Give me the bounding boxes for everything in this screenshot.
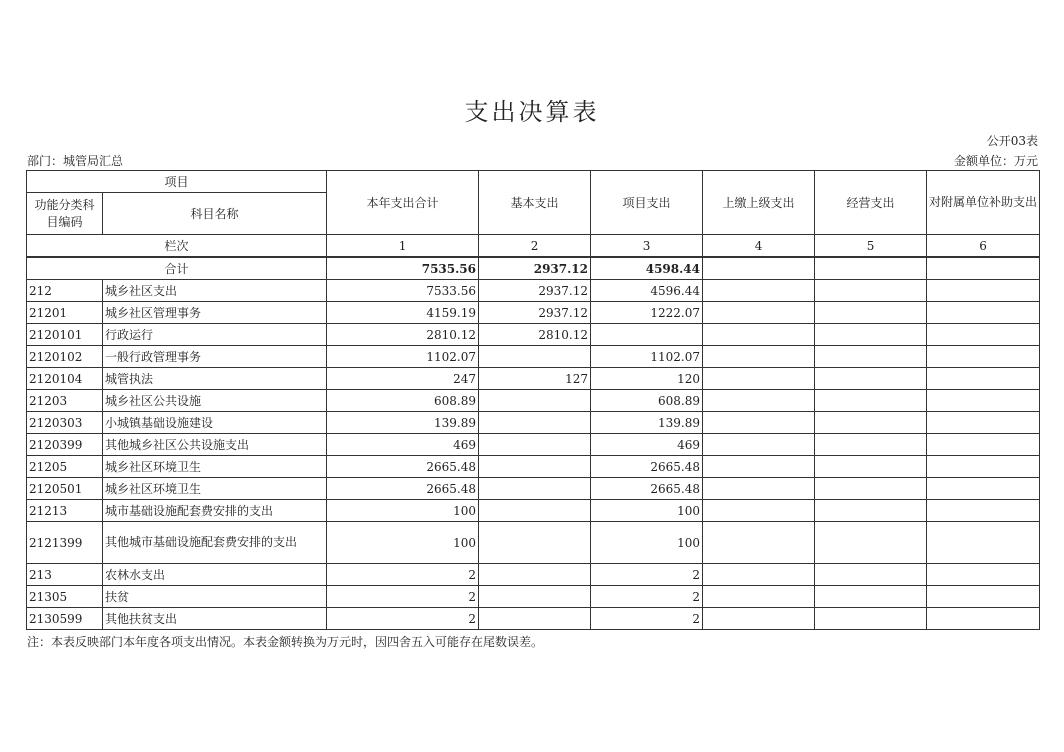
row-total: 247 bbox=[327, 368, 479, 390]
row-business bbox=[815, 324, 927, 346]
row-subsidy bbox=[927, 324, 1040, 346]
row-name: 城市基础设施配套费安排的支出 bbox=[103, 500, 327, 522]
total-amount: 7535.56 bbox=[327, 257, 479, 280]
column-number: 6 bbox=[927, 235, 1040, 258]
row-upper bbox=[703, 522, 815, 564]
total-row bbox=[27, 257, 1040, 280]
row-total: 608.89 bbox=[327, 390, 479, 412]
row-project: 1102.07 bbox=[591, 346, 703, 368]
row-name: 扶贫 bbox=[103, 586, 327, 608]
row-code: 2120102 bbox=[27, 346, 103, 368]
column-number: 4 bbox=[703, 235, 815, 258]
header-code: 功能分类科目编码 bbox=[27, 193, 103, 235]
row-code: 21305 bbox=[27, 586, 103, 608]
row-upper bbox=[703, 500, 815, 522]
row-name: 城乡社区环境卫生 bbox=[103, 456, 327, 478]
row-business bbox=[815, 522, 927, 564]
row-subsidy bbox=[927, 500, 1040, 522]
row-business bbox=[815, 564, 927, 586]
row-code: 21203 bbox=[27, 390, 103, 412]
header-project-expense: 项目支出 bbox=[591, 171, 703, 235]
row-basic bbox=[479, 434, 591, 456]
row-project: 100 bbox=[591, 522, 703, 564]
row-subsidy bbox=[927, 434, 1040, 456]
row-name: 城乡社区管理事务 bbox=[103, 302, 327, 324]
row-subsidy bbox=[927, 390, 1040, 412]
row-subsidy bbox=[927, 522, 1040, 564]
header-upper: 上缴上级支出 bbox=[703, 171, 815, 235]
row-basic bbox=[479, 564, 591, 586]
row-name: 小城镇基础设施建设 bbox=[103, 412, 327, 434]
table-row bbox=[27, 586, 1040, 608]
row-total: 1102.07 bbox=[327, 346, 479, 368]
row-basic bbox=[479, 608, 591, 630]
row-name: 一般行政管理事务 bbox=[103, 346, 327, 368]
row-subsidy bbox=[927, 608, 1040, 630]
total-business bbox=[815, 257, 927, 280]
row-name: 其他城市基础设施配套费安排的支出 bbox=[103, 522, 327, 564]
row-code: 2130599 bbox=[27, 608, 103, 630]
row-name: 城乡社区公共设施 bbox=[103, 390, 327, 412]
row-subsidy bbox=[927, 412, 1040, 434]
row-business bbox=[815, 368, 927, 390]
row-total: 469 bbox=[327, 434, 479, 456]
row-upper bbox=[703, 302, 815, 324]
row-total: 2 bbox=[327, 608, 479, 630]
row-project: 139.89 bbox=[591, 412, 703, 434]
row-project: 2 bbox=[591, 564, 703, 586]
row-business bbox=[815, 608, 927, 630]
header-business: 经营支出 bbox=[815, 171, 927, 235]
row-name: 城管执法 bbox=[103, 368, 327, 390]
row-code: 212 bbox=[27, 280, 103, 302]
header-total: 本年支出合计 bbox=[327, 171, 479, 235]
row-name: 其他扶贫支出 bbox=[103, 608, 327, 630]
header-basic: 基本支出 bbox=[479, 171, 591, 235]
form-code: 公开03表 bbox=[986, 134, 1038, 148]
row-subsidy bbox=[927, 280, 1040, 302]
row-basic bbox=[479, 346, 591, 368]
row-total: 2810.12 bbox=[327, 324, 479, 346]
row-total: 2665.48 bbox=[327, 456, 479, 478]
row-project: 608.89 bbox=[591, 390, 703, 412]
row-business bbox=[815, 390, 927, 412]
row-subsidy bbox=[927, 368, 1040, 390]
unit-label: 金额单位：万元 bbox=[953, 154, 1038, 168]
row-code: 2121399 bbox=[27, 522, 103, 564]
row-subsidy bbox=[927, 302, 1040, 324]
row-code: 21213 bbox=[27, 500, 103, 522]
page-title: 支出决算表 bbox=[464, 98, 600, 126]
table-row bbox=[27, 434, 1040, 456]
row-code: 2120104 bbox=[27, 368, 103, 390]
row-basic bbox=[479, 412, 591, 434]
table-row bbox=[27, 346, 1040, 368]
row-code: 2120101 bbox=[27, 324, 103, 346]
row-total: 139.89 bbox=[327, 412, 479, 434]
row-basic bbox=[479, 522, 591, 564]
row-upper bbox=[703, 390, 815, 412]
table-row bbox=[27, 522, 1040, 564]
row-name: 城乡社区支出 bbox=[103, 280, 327, 302]
row-total: 100 bbox=[327, 500, 479, 522]
row-business bbox=[815, 412, 927, 434]
table-row bbox=[27, 456, 1040, 478]
header-name: 科目名称 bbox=[103, 193, 327, 235]
row-subsidy bbox=[927, 478, 1040, 500]
row-business bbox=[815, 346, 927, 368]
column-number: 5 bbox=[815, 235, 927, 258]
row-project: 2 bbox=[591, 586, 703, 608]
row-basic: 127 bbox=[479, 368, 591, 390]
total-upper bbox=[703, 257, 815, 280]
table-row bbox=[27, 280, 1040, 302]
table-row bbox=[27, 324, 1040, 346]
row-business bbox=[815, 586, 927, 608]
table-row bbox=[27, 608, 1040, 630]
row-basic bbox=[479, 456, 591, 478]
row-business bbox=[815, 302, 927, 324]
row-project: 2665.48 bbox=[591, 456, 703, 478]
row-upper bbox=[703, 368, 815, 390]
footnote: 注：本表反映部门本年度各项支出情况。本表金额转换为万元时，因四舍五入可能存在尾数误差。 bbox=[27, 635, 544, 649]
row-project: 2 bbox=[591, 608, 703, 630]
column-number: 2 bbox=[479, 235, 591, 258]
row-basic bbox=[479, 390, 591, 412]
row-code: 21205 bbox=[27, 456, 103, 478]
column-number: 3 bbox=[591, 235, 703, 258]
total-label: 合计 bbox=[27, 257, 327, 280]
row-name: 城乡社区环境卫生 bbox=[103, 478, 327, 500]
table-row bbox=[27, 412, 1040, 434]
row-total: 7533.56 bbox=[327, 280, 479, 302]
row-code: 2120501 bbox=[27, 478, 103, 500]
row-project bbox=[591, 324, 703, 346]
row-total: 2 bbox=[327, 586, 479, 608]
row-basic: 2810.12 bbox=[479, 324, 591, 346]
row-business bbox=[815, 500, 927, 522]
row-total: 2 bbox=[327, 564, 479, 586]
row-upper bbox=[703, 586, 815, 608]
row-subsidy bbox=[927, 586, 1040, 608]
column-label: 栏次 bbox=[27, 235, 327, 258]
row-subsidy bbox=[927, 346, 1040, 368]
row-project: 469 bbox=[591, 434, 703, 456]
row-basic bbox=[479, 500, 591, 522]
row-name: 行政运行 bbox=[103, 324, 327, 346]
table-row bbox=[27, 478, 1040, 500]
expenditure-table bbox=[26, 170, 1040, 630]
row-subsidy bbox=[927, 564, 1040, 586]
table-row bbox=[27, 302, 1040, 324]
table-row bbox=[27, 564, 1040, 586]
row-subsidy bbox=[927, 456, 1040, 478]
row-basic: 2937.12 bbox=[479, 280, 591, 302]
row-upper bbox=[703, 412, 815, 434]
row-basic bbox=[479, 478, 591, 500]
row-total: 4159.19 bbox=[327, 302, 479, 324]
row-project: 120 bbox=[591, 368, 703, 390]
row-upper bbox=[703, 608, 815, 630]
row-project: 100 bbox=[591, 500, 703, 522]
row-total: 100 bbox=[327, 522, 479, 564]
column-number-row bbox=[27, 235, 1040, 258]
row-business bbox=[815, 456, 927, 478]
table-row bbox=[27, 390, 1040, 412]
row-code: 2120399 bbox=[27, 434, 103, 456]
column-number: 1 bbox=[327, 235, 479, 258]
row-upper bbox=[703, 478, 815, 500]
row-business bbox=[815, 478, 927, 500]
row-business bbox=[815, 280, 927, 302]
row-project: 4596.44 bbox=[591, 280, 703, 302]
row-basic bbox=[479, 586, 591, 608]
row-upper bbox=[703, 280, 815, 302]
row-code: 21201 bbox=[27, 302, 103, 324]
total-subsidy bbox=[927, 257, 1040, 280]
row-basic: 2937.12 bbox=[479, 302, 591, 324]
row-total: 2665.48 bbox=[327, 478, 479, 500]
header-subsidy: 对附属单位补助支出 bbox=[927, 171, 1040, 235]
row-code: 2120303 bbox=[27, 412, 103, 434]
row-business bbox=[815, 434, 927, 456]
row-name: 农林水支出 bbox=[103, 564, 327, 586]
row-project: 2665.48 bbox=[591, 478, 703, 500]
header-project: 项目 bbox=[27, 171, 327, 193]
row-name: 其他城乡社区公共设施支出 bbox=[103, 434, 327, 456]
department-label: 部门：城管局汇总 bbox=[27, 154, 124, 168]
row-upper bbox=[703, 434, 815, 456]
row-upper bbox=[703, 346, 815, 368]
row-upper bbox=[703, 564, 815, 586]
row-project: 1222.07 bbox=[591, 302, 703, 324]
row-upper bbox=[703, 324, 815, 346]
table-row bbox=[27, 368, 1040, 390]
total-project: 4598.44 bbox=[591, 257, 703, 280]
row-code: 213 bbox=[27, 564, 103, 586]
total-basic: 2937.12 bbox=[479, 257, 591, 280]
table-row bbox=[27, 500, 1040, 522]
row-upper bbox=[703, 456, 815, 478]
